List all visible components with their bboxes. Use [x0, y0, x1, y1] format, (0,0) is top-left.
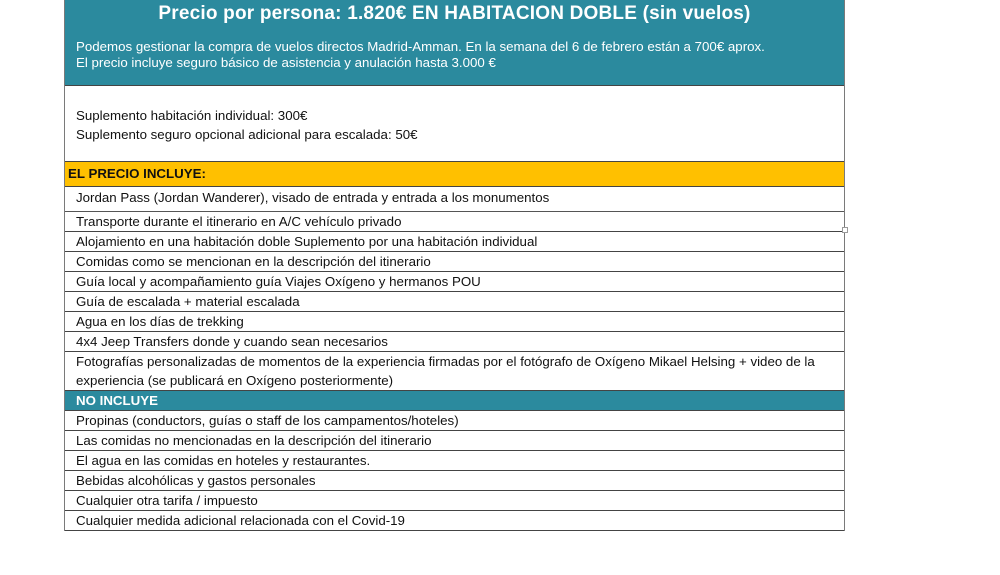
supplements-block[interactable] — [65, 85, 844, 162]
includes-heading: EL PRECIO INCLUYE: — [65, 162, 844, 187]
supplement-single-room: Suplemento habitación individual: 300€ — [76, 108, 308, 123]
list-item: Guía de escalada + material escalada — [65, 292, 844, 312]
page-title: Precio por persona: 1.820€ EN HABITACION DOBLE (sin vuelos) — [158, 3, 751, 24]
table-resize-handle[interactable] — [842, 227, 848, 233]
list-item: Bebidas alcohólicas y gastos personales — [65, 471, 844, 491]
list-item: Fotografías personalizadas de momentos de la experiencia firmadas por el fotógrafo de Oxígeno Mikael Helsing + video de la experiencia (se publicará en Oxígeno posteriormente) — [65, 352, 844, 391]
list-item: Guía local y acompañamiento guía Viajes Oxígeno y hermanos POU — [65, 272, 844, 292]
list-item: Agua en los días de trekking — [65, 312, 844, 332]
list-item: Cualquier medida adicional relacionada con el Covid-19 — [65, 511, 844, 531]
list-item: El agua en las comidas en hoteles y restaurantes. — [65, 451, 844, 471]
price-header — [65, 0, 844, 85]
list-item: Transporte durante el itinerario en A/C vehículo privado — [65, 212, 844, 232]
info-line-insurance: El precio incluye seguro básico de asistencia y anulación hasta 3.000 € — [76, 55, 496, 70]
list-item: 4x4 Jeep Transfers donde y cuando sean necesarios — [65, 332, 844, 352]
supplement-climbing-insurance: Suplemento seguro opcional adicional para escalada: 50€ — [76, 127, 418, 142]
list-item: Cualquier otra tarifa / impuesto — [65, 491, 844, 511]
list-item: Las comidas no mencionadas en la descripción del itinerario — [65, 431, 844, 451]
info-line-flights: Podemos gestionar la compra de vuelos directos Madrid-Amman. En la semana del 6 de febrero están a 700€ aprox. — [76, 39, 765, 54]
flight-info — [65, 27, 844, 85]
document-table — [64, 0, 845, 531]
list-item: Comidas como se mencionan en la descripción del itinerario — [65, 252, 844, 272]
list-item: Propinas (conductors, guías o staff de los campamentos/hoteles) — [65, 411, 844, 431]
list-item: Jordan Pass (Jordan Wanderer), visado de entrada y entrada a los monumentos — [65, 187, 844, 212]
excludes-heading: NO INCLUYE — [65, 391, 844, 411]
list-item: Alojamiento en una habitación doble Suplemento por una habitación individual — [65, 232, 844, 252]
